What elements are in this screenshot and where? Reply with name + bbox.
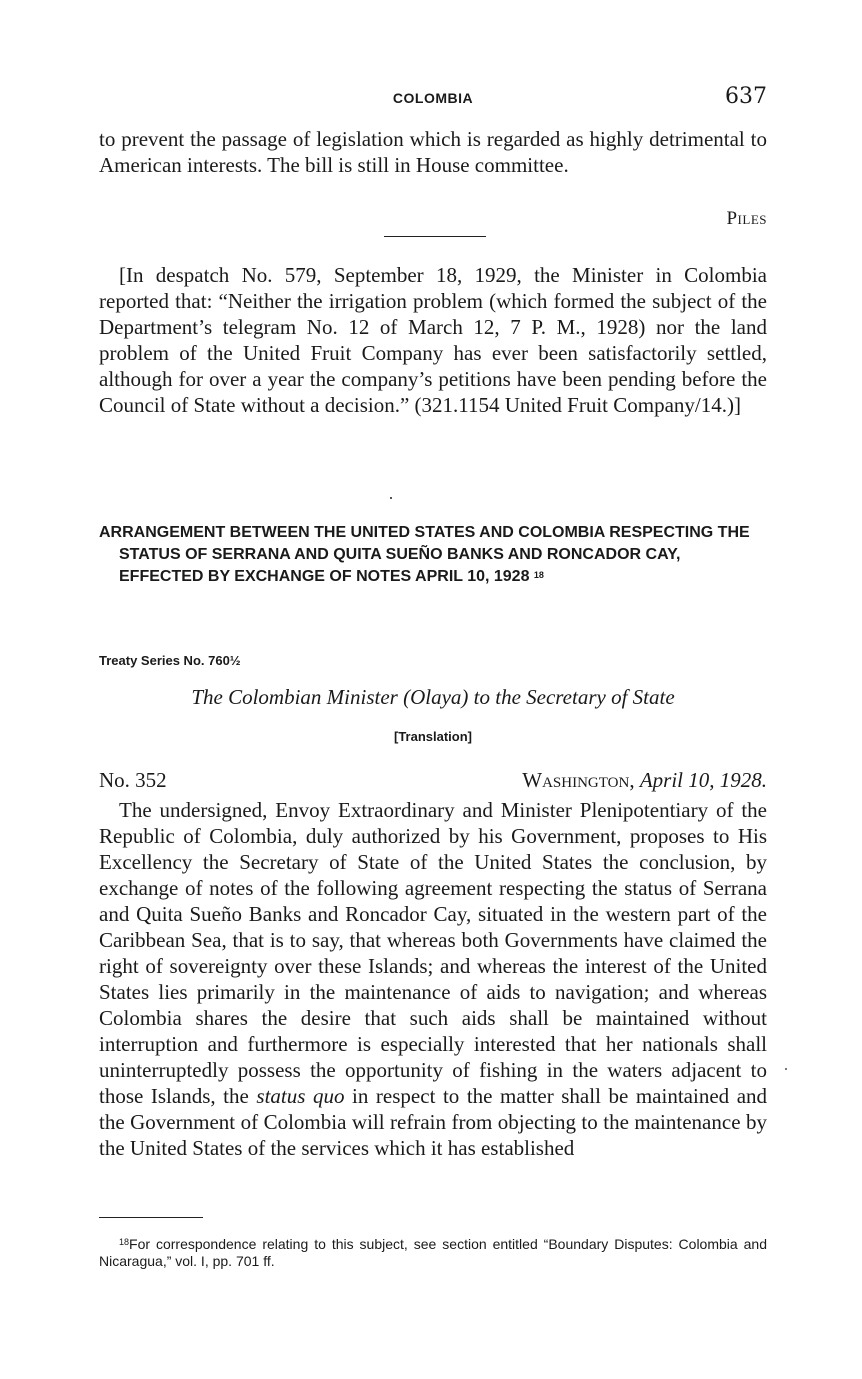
print-speck [390, 497, 392, 499]
body-text-2: in respect to the matter shall be maintained and the Government of Colombia will refrain from objecting to the maintenance by the United States of the services which it has established [99, 1084, 768, 1160]
editorial-note: [In despatch No. 579, September 18, 1929, the Minister in Colombia reported that: “Neither the irrigation problem (which formed the subject of the Department’s telegram No. 12 of March 12, 7 P. M., 1928) nor the land problem of the United Fruit Company has ever been satisfactorily settled, although for over a year the company’s petitions have been pending before the Council of State without a decision.” (321.1154 United Fruit Company/14.)] [99, 263, 767, 417]
footnote-reference: 18 [533, 570, 544, 580]
treaty-series-label: Treaty Series No. 760½ [99, 653, 241, 668]
print-speck [785, 1068, 787, 1070]
signature: Piles [726, 208, 767, 229]
document-place: Washington, [522, 768, 635, 792]
section-heading-text: ARRANGEMENT BETWEEN THE UNITED STATES AND COLOMBIA RESPECTING THE STATUS OF SERRANA AND QUITA SUEÑO BANKS AND RONCADOR CAY, EFFECTED BY EXCHANGE OF NOTES APRIL 10, 1928 [99, 524, 750, 585]
place-date [522, 768, 767, 793]
translation-label: [Translation] [393, 729, 472, 744]
footnote-marker: 18 [119, 1237, 130, 1247]
document-line [99, 768, 767, 794]
document-date: April 10, 1928. [639, 768, 767, 792]
page-number: 637 [725, 84, 767, 109]
body-text-1: The undersigned, Envoy Extraordinary and Minister Plenipotentiary of the Republic of Colombia, duly authorized by his Government, proposes to His Excellency the Secretary of State of the United States the conclusion, by exchange of notes of the following agreement respecting the status of Serrana and Quita Sueño Banks and Roncador Cay, situated in the western part of the Caribbean Sea, that is to say, that whereas both Governments have claimed the right of sovereignty over these Islands; and whereas the interest of the United States lies primarily in the maintenance of aids to navigation; and whereas Colombia shares the desire that such aids shall be maintained without interruption and furthermore is especially interested that her nationals shall uninterruptedly possess the opportunity of fishing in the waters adjacent to those Islands, the [99, 798, 767, 1108]
document-title: The Colombian Minister (Olaya) to the Secretary of State [191, 685, 675, 709]
footnote-rule [99, 1217, 203, 1218]
section-heading [99, 522, 767, 588]
body-paragraph [99, 797, 767, 1161]
footnote [99, 1236, 767, 1270]
body-italic: status quo [256, 1084, 345, 1108]
continuation-paragraph: to prevent the passage of legislation which is regarded as highly detrimental to American interests. The bill is still in House committee. [99, 127, 767, 177]
footnote-text: For correspondence relating to this subject, see section entitled “Boundary Disputes: Colombia and Nicaragua,” vol. I, pp. 701 ff. [99, 1236, 767, 1269]
document-number: No. 352 [99, 768, 167, 792]
running-head-title: COLOMBIA [392, 90, 474, 106]
running-head [99, 84, 767, 114]
section-divider [384, 236, 486, 237]
